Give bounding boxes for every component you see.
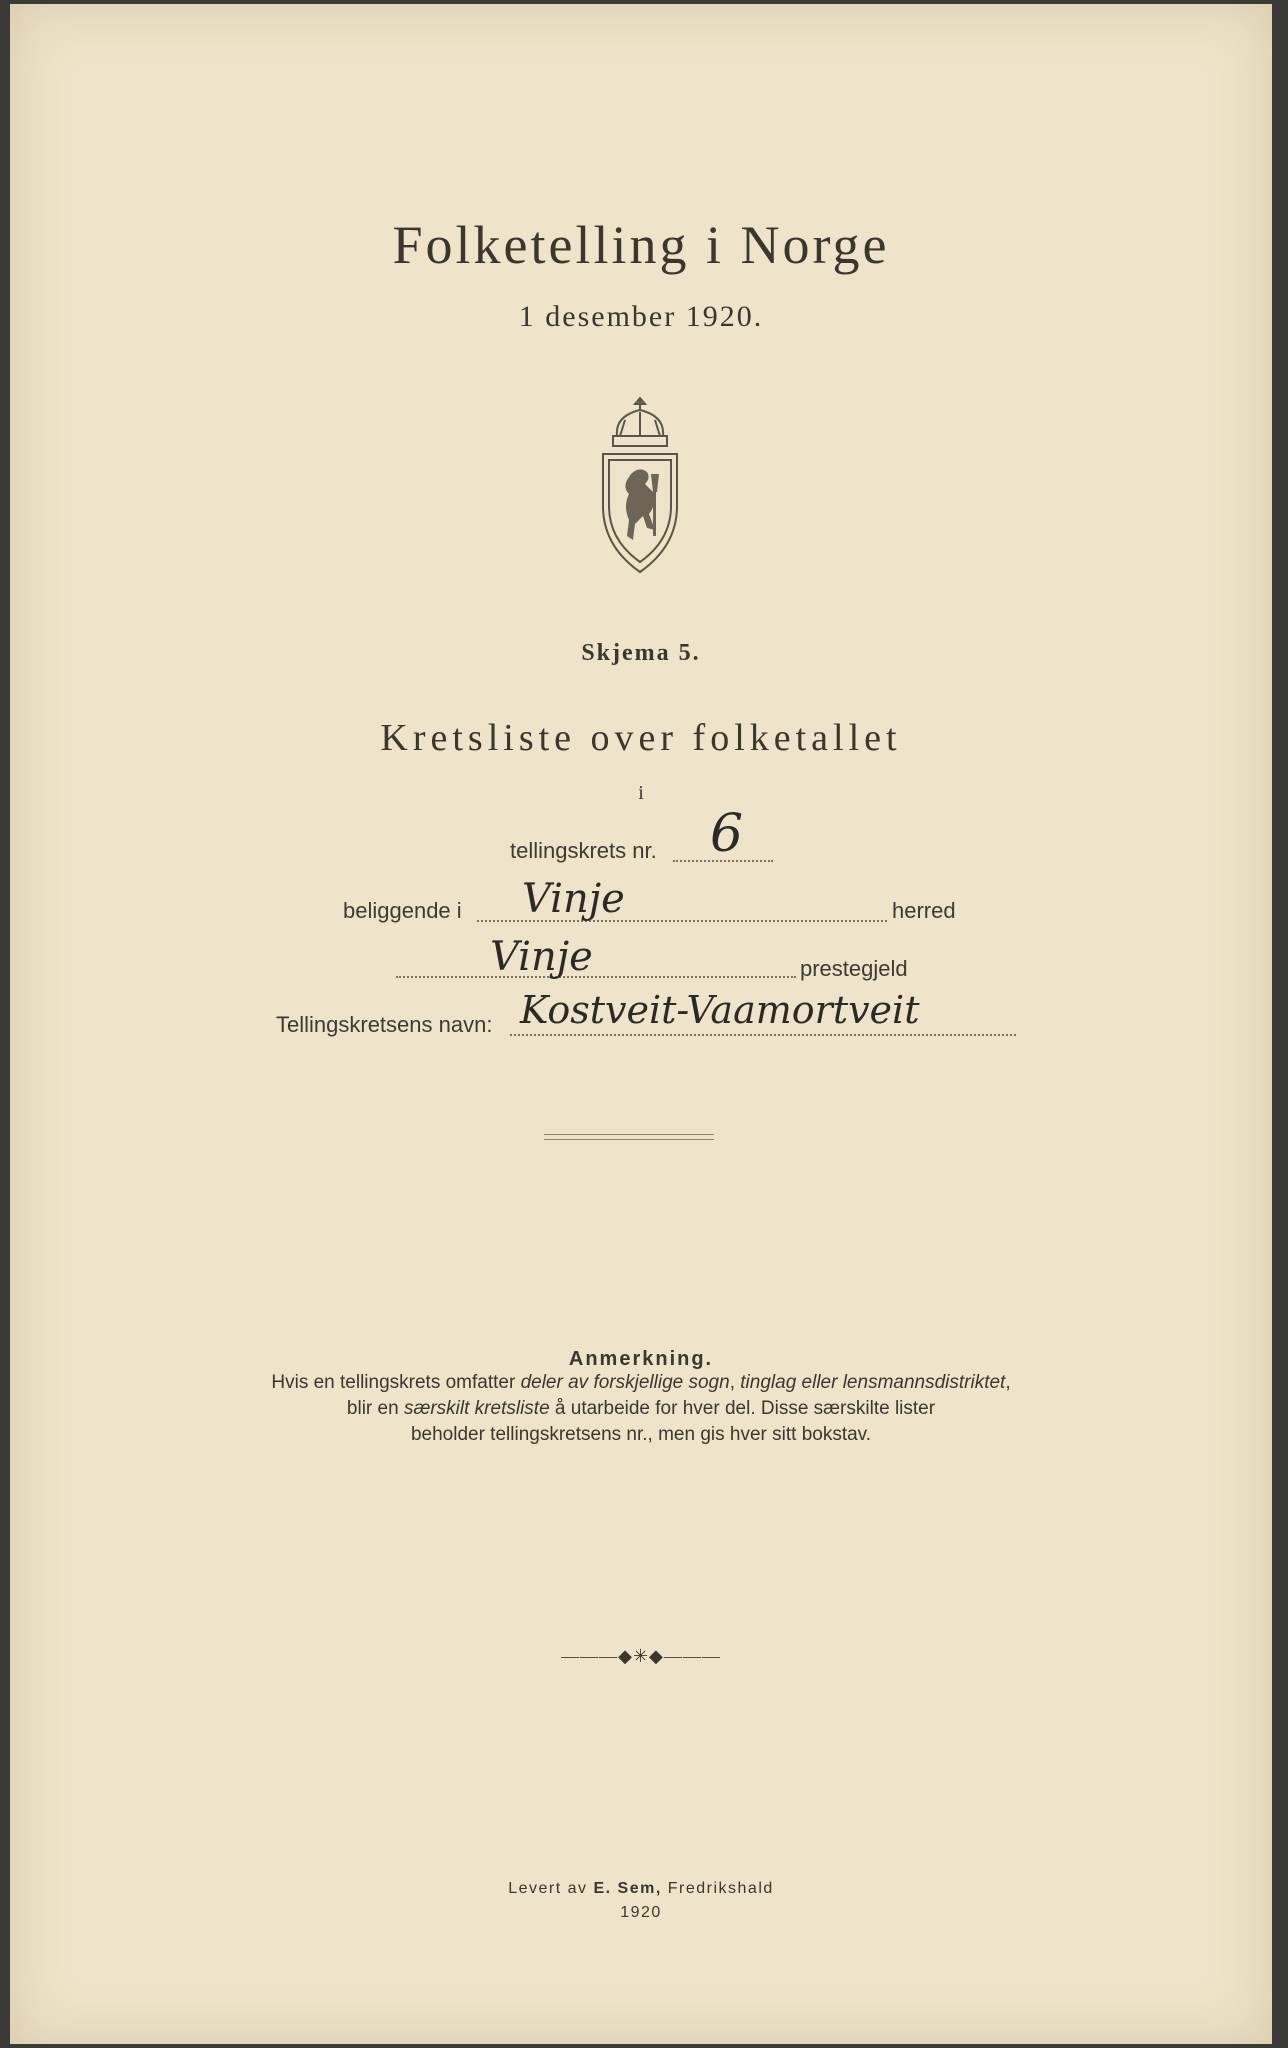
ornament: ———◆✳◆——— [561, 1646, 721, 1666]
imprint-year: 1920 [620, 1904, 662, 1921]
schema-number: Skjema 5. [581, 640, 701, 666]
navn-line [510, 1034, 1016, 1036]
note-italic-span: tinglag eller lensmannsdistriktet [740, 1372, 1006, 1393]
note-heading: Anmerkning. [568, 1348, 714, 1370]
note-text-span: Hvis en tellingskrets omfatter [271, 1372, 521, 1393]
note-text-span: , [1005, 1372, 1011, 1393]
note-text [10, 1370, 1272, 1448]
herred-label: herred [892, 898, 956, 923]
note-text-span: blir en [346, 1398, 404, 1419]
prestegjeld-line [396, 976, 796, 978]
printer-name: E. Sem, [593, 1880, 662, 1897]
krets-value: 6 [710, 804, 744, 864]
note-text-span: , [729, 1372, 741, 1393]
krets-label: tellingskrets nr. [510, 838, 657, 863]
navn-value: Kostveit-Vaamortveit [520, 988, 920, 1032]
navn-label: Tellingskretsens navn: [276, 1012, 493, 1037]
note-line-1 [10, 1370, 1272, 1396]
document-title: Folketelling i Norge [392, 215, 890, 275]
note-italic-span: særskilt kretsliste [403, 1398, 550, 1419]
connector-i: i [638, 782, 644, 804]
note-text-span: å utarbeide for hver del. Disse særskilte lister [549, 1398, 936, 1419]
section-divider [544, 1134, 714, 1140]
note-line-3: beholder tellingskretsens nr., men gis hver sitt bokstav. [410, 1424, 872, 1445]
prestegjeld-value: Vinje [490, 934, 593, 980]
note-line-2 [10, 1396, 1272, 1422]
imprint-place: Fredrikshald [661, 1880, 774, 1897]
beliggende-label: beliggende i [343, 898, 462, 923]
census-form-page [10, 4, 1272, 2044]
prestegjeld-label: prestegjeld [800, 956, 908, 981]
note-italic-span: deler av forskjellige sogn [520, 1372, 730, 1393]
norwegian-coat-of-arms-icon [595, 396, 685, 576]
document-date: 1 desember 1920. [518, 300, 764, 333]
imprint-text: Levert av [508, 1880, 594, 1897]
herred-value: Vinje [522, 876, 625, 922]
imprint-line [10, 1880, 1272, 1898]
form-heading: Kretsliste over folketallet [380, 717, 902, 759]
